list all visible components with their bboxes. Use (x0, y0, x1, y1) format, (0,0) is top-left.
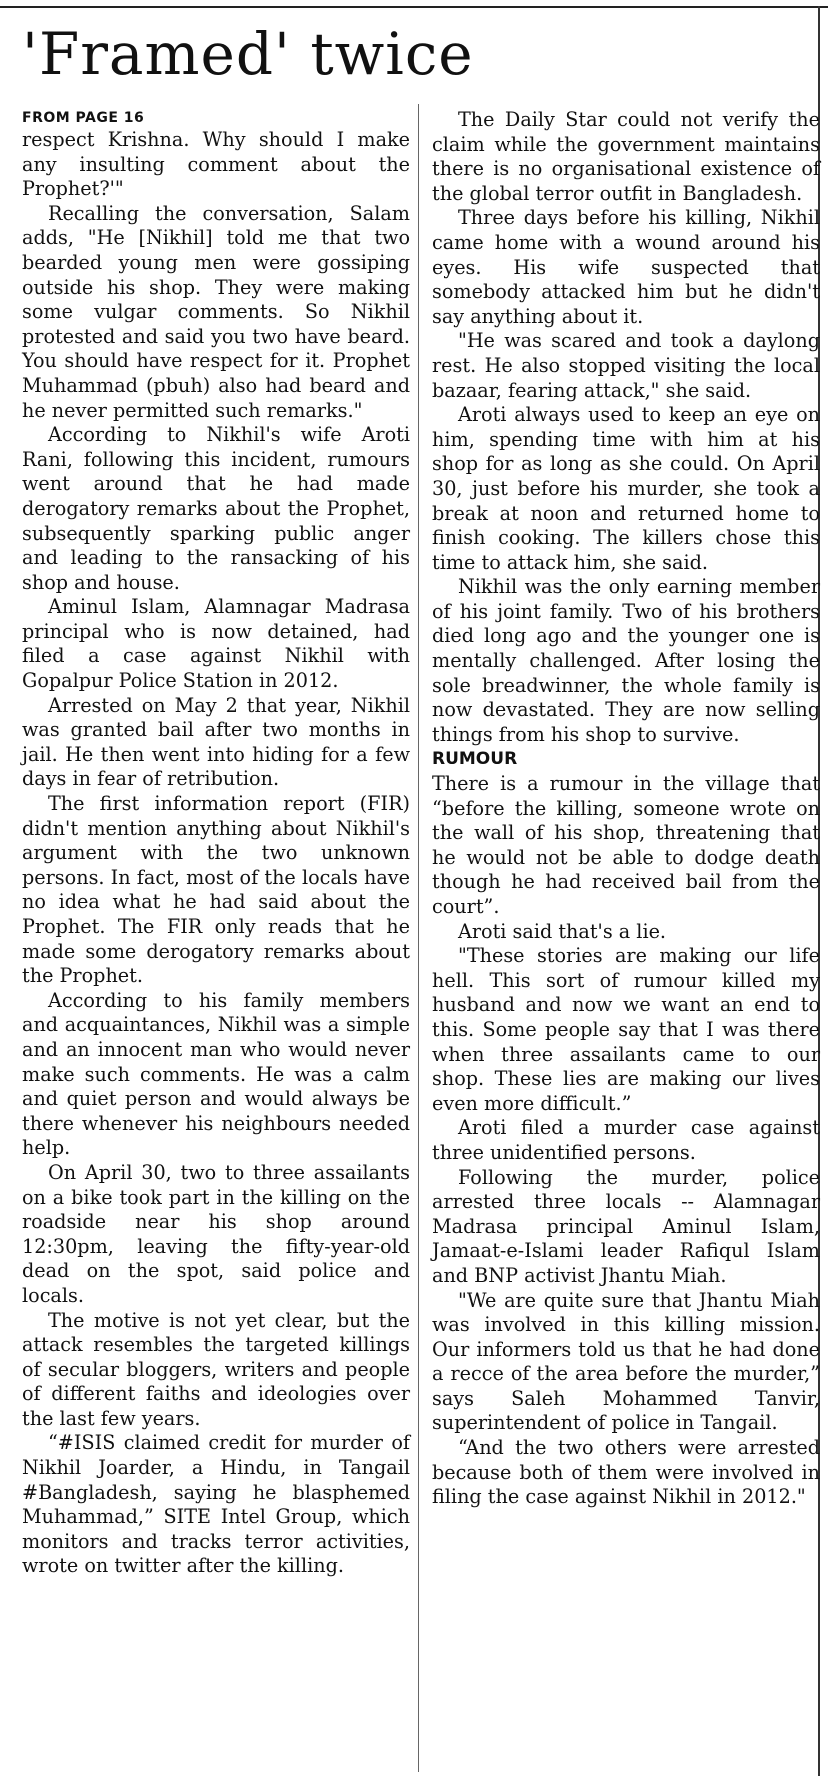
paragraph: “And the two others were arrested because both of them were involved in filing the case against Nikhil in 2012." (432, 1436, 820, 1509)
paragraph: “#ISIS claimed credit for murder of Nikhil Joarder, a Hindu, in Tangail #Bangladesh, saying he blasphemed Muhammad,” SITE Intel Group, which monitors and tracks terror activities, wrote on twitter after the killing. (22, 1431, 410, 1578)
column-1-body (22, 128, 410, 1579)
paragraph: The first information report (FIR) didn't mention anything about Nikhil's argument with the two unknown persons. In fact, most of the locals have no idea what he had said about the Prophet. The FIR only reads that he made some derogatory remarks about the Prophet. (22, 792, 410, 988)
article-column-2 (432, 108, 820, 1510)
paragraph: Recalling the conversation, Salam adds, "He [Nikhil] told me that two bearded young men were gossiping outside his shop. They were making some vulgar comments. So Nikhil protested and said you two have beard. You should have respect for it. Prophet Muhammad (pbuh) also had beard and he never permitted such remarks." (22, 201, 410, 422)
column-2-body-top (432, 108, 820, 747)
column-divider (418, 104, 419, 1772)
top-rule (0, 6, 828, 8)
paragraph: Aroti filed a murder case against three unidentified persons. (432, 1116, 820, 1164)
paragraph: Following the murder, police arrested three locals -- Alamnagar Madrasa principal Aminul Islam, Jamaat-e-Islami leader Rafiqul Islam and BNP activist Jhantu Miah. (432, 1165, 820, 1287)
paragraph: Aroti said that's a lie. (458, 919, 667, 943)
headline: 'Framed' twice (22, 20, 474, 88)
article-column-1 (22, 108, 410, 1579)
paragraph: The motive is not yet clear, but the attack resembles the targeted killings of secular bloggers, writers and people of different faiths and ideologies over the last few years. (22, 1308, 410, 1430)
paragraph: "We are quite sure that Jhantu Miah was involved in this killing mission. Our informers told us that he had done a recce of the area before the murder,” says Saleh Mohammed Tanvir, superintendent of police in Tangail. (432, 1288, 820, 1435)
paragraph: On April 30, two to three assailants on a bike took part in the killing on the roadside near his shop around 12:30pm, leaving the fifty-year-old dead on the spot, said police and locals. (22, 1160, 410, 1307)
paragraph: Aroti always used to keep an eye on him, spending time with him at his shop for as long as she could. On April 30, just before his murder, she took a break at noon and returned home to finish cooking. The killers chose this time to attack him, she said. (432, 403, 820, 574)
paragraph: Three days before his killing, Nikhil came home with a wound around his eyes. His wife suspected that somebody attacked him but he didn't say anything about it. (432, 206, 820, 328)
paragraph: According to Nikhil's wife Aroti Rani, following this incident, rumours went around that he had made derogatory remarks about the Prophet, subsequently sparking public anger and leading to the ransacking of his shop and house. (22, 423, 410, 594)
paragraph: According to his family members and acquaintances, Nikhil was a simple and an innocent man who would never make such comments. He was a calm and quiet person and would always be there whenever his neighbours needed help. (22, 988, 410, 1160)
continuation-label: FROM PAGE 16 (22, 110, 145, 126)
paragraph: The Daily Star could not verify the claim while the government maintains there is no organisational existence of the global terror outfit in Bangladesh. (432, 108, 820, 205)
paragraph: "These stories are making our life hell. This sort of rumour killed my husband and now we want an end to this. Some people say that I was there when three assailants came to our shop. These lies are making our lives even more difficult.” (432, 944, 820, 1115)
paragraph: Arrested on May 2 that year, Nikhil was granted bail after two months in jail. He then went into hiding for a few days in fear of retribution. (22, 693, 410, 791)
paragraph: "He was scared and took a daylong rest. He also stopped visiting the local bazaar, fearing attack," she said. (432, 329, 820, 402)
paragraph: respect Krishna. Why should I make any insulting comment about the Prophet?'" (22, 128, 410, 201)
section-subhead: RUMOUR (432, 749, 518, 770)
paragraph: There is a rumour in the village that “before the killing, someone wrote on the wall of his shop, threatening that he would not be able to dodge death though he had received bail from the court”. (432, 772, 820, 918)
paragraph: Nikhil was the only earning member of his joint family. Two of his brothers died long ago and the younger one is mentally challenged. After losing the sole breadwinner, the whole family is now devastated. They are now selling things from his shop to survive. (432, 575, 820, 746)
paragraph: Aminul Islam, Alamnagar Madrasa principal who is now detained, had filed a case against Nikhil with Gopalpur Police Station in 2012. (22, 595, 410, 693)
column-2-body-bottom (432, 772, 820, 1510)
